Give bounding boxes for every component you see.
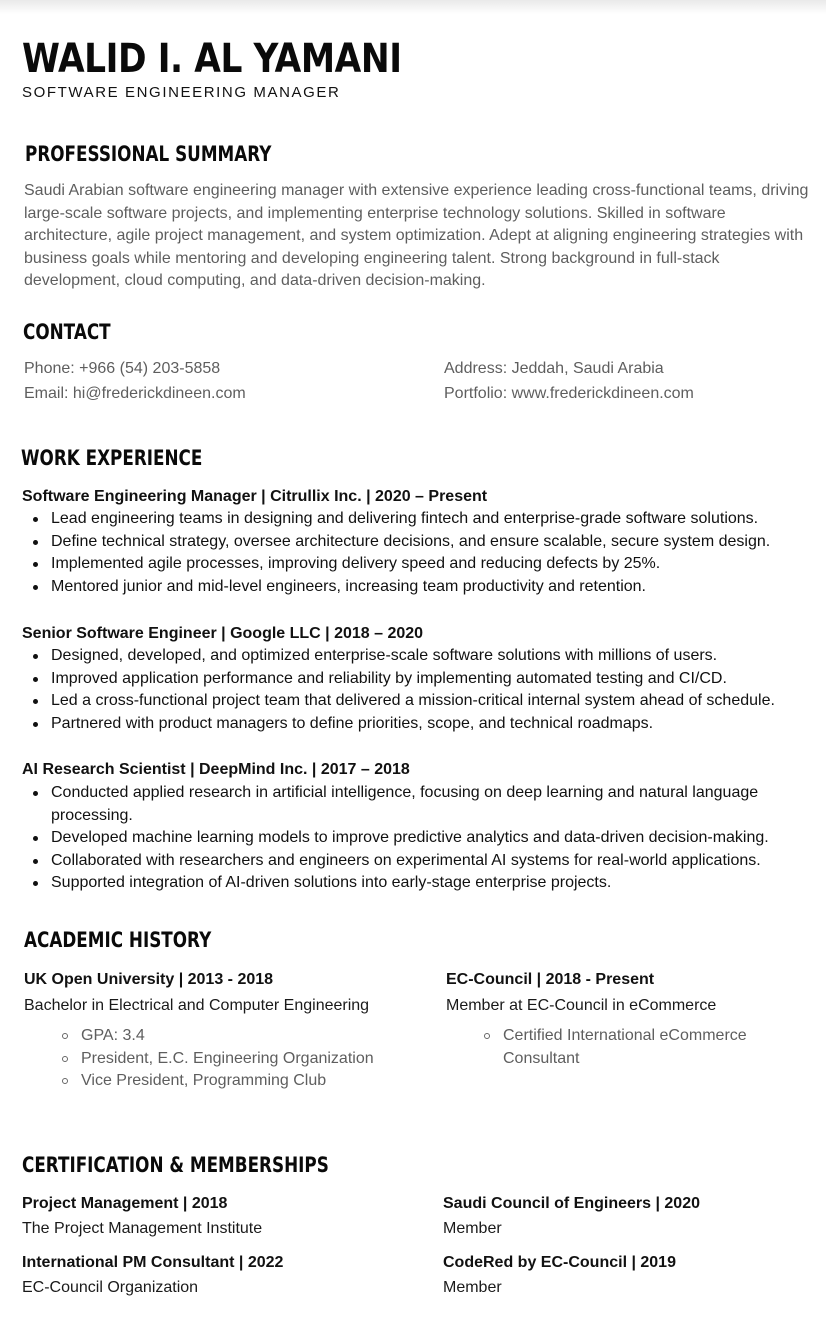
job-bullet: Partnered with product managers to define priorities, scope, and technical roadmaps. [22, 713, 812, 736]
cert-subtitle: The Project Management Institute [22, 1220, 263, 1237]
academic-items [62, 1025, 374, 1093]
job-bullet: Designed, developed, and optimized enterprise-scale software solutions with millions of users. [22, 645, 812, 668]
work-heading: WORK EXPERIENCE [21, 446, 203, 470]
summary-text: Saudi Arabian software engineering manager with extensive experience leading cross-functional teams, driving large-scale software projects, and implementing enterprise technology solutions. Skilled in software architecture, agile project management, and system optimization. Adept at aligning engineering strategies with business goals while mentoring and developing engineering talent. Strong background in full-stack development, cloud computing, and data-driven decision-making. [24, 182, 809, 290]
cert-title: Project Management | 2018 [22, 1195, 228, 1212]
academic-title: UK Open University | 2013 - 2018 [24, 971, 274, 988]
job-bullet: Conducted applied research in artificial intelligence, focusing on deep learning and natural language processing. [22, 782, 797, 827]
contact-heading: CONTACT [23, 320, 111, 344]
cert-subtitle: Member [443, 1220, 502, 1237]
cert-subtitle: Member [443, 1279, 502, 1296]
job-title: Senior Software Engineer | Google LLC | 2018 – 2020 [22, 625, 424, 642]
cert-title: International PM Consultant | 2022 [22, 1254, 284, 1271]
academic-items [484, 1025, 774, 1070]
job-bullet: Led a cross-functional project team that delivered a mission-critical internal system ahead of schedule. [22, 690, 812, 713]
contact-email: Email: hi@frederickdineen.com [24, 385, 246, 402]
job-bullets [22, 645, 812, 735]
academic-subtitle: Member at EC-Council in eCommerce [446, 997, 717, 1014]
academic-item: President, E.C. Engineering Organization [62, 1048, 374, 1071]
job-bullet: Improved application performance and reliability by implementing automated testing and CI/CD. [22, 668, 812, 691]
job-bullets [22, 782, 797, 895]
academic-title: EC-Council | 2018 - Present [446, 971, 655, 988]
academic-item: Vice President, Programming Club [62, 1070, 374, 1093]
job-title: Software Engineering Manager | Citrullix Inc. | 2020 – Present [22, 488, 488, 505]
academic-heading: ACADEMIC HISTORY [24, 928, 212, 952]
candidate-role: SOFTWARE ENGINEERING MANAGER [22, 84, 341, 101]
job-bullet: Lead engineering teams in designing and delivering fintech and enterprise-grade software solutions. [22, 508, 812, 531]
job-bullet: Developed machine learning models to improve predictive analytics and data-driven decision-making. [22, 827, 797, 850]
job-bullet: Define technical strategy, oversee architecture decisions, and ensure scalable, secure system design. [22, 531, 812, 554]
contact-portfolio: Portfolio: www.frederickdineen.com [444, 385, 694, 402]
page-top-shade [0, 0, 826, 14]
certifications-heading: CERTIFICATION & MEMBERSHIPS [22, 1153, 329, 1177]
academic-item: GPA: 3.4 [62, 1025, 374, 1048]
job-bullet: Collaborated with researchers and engineers on experimental AI systems for real-world applications. [22, 850, 797, 873]
job-bullets [22, 508, 812, 598]
academic-subtitle: Bachelor in Electrical and Computer Engineering [24, 997, 370, 1014]
cert-title: Saudi Council of Engineers | 2020 [443, 1195, 700, 1212]
job-bullet: Supported integration of AI-driven solutions into early-stage enterprise projects. [22, 872, 797, 895]
contact-address: Address: Jeddah, Saudi Arabia [444, 360, 664, 377]
summary-heading: PROFESSIONAL SUMMARY [25, 142, 272, 166]
contact-phone: Phone: +966 (54) 203-5858 [24, 360, 221, 377]
cert-title: CodeRed by EC-Council | 2019 [443, 1254, 676, 1271]
candidate-name: WALID I. AL YAMANI [22, 36, 402, 82]
cert-subtitle: EC-Council Organization [22, 1279, 199, 1296]
job-bullet: Mentored junior and mid-level engineers, increasing team productivity and retention. [22, 576, 812, 599]
job-title: AI Research Scientist | DeepMind Inc. | 2017 – 2018 [22, 761, 410, 778]
academic-item: Certified International eCommerce Consultant [484, 1025, 774, 1070]
job-bullet: Implemented agile processes, improving delivery speed and reducing defects by 25%. [22, 553, 812, 576]
